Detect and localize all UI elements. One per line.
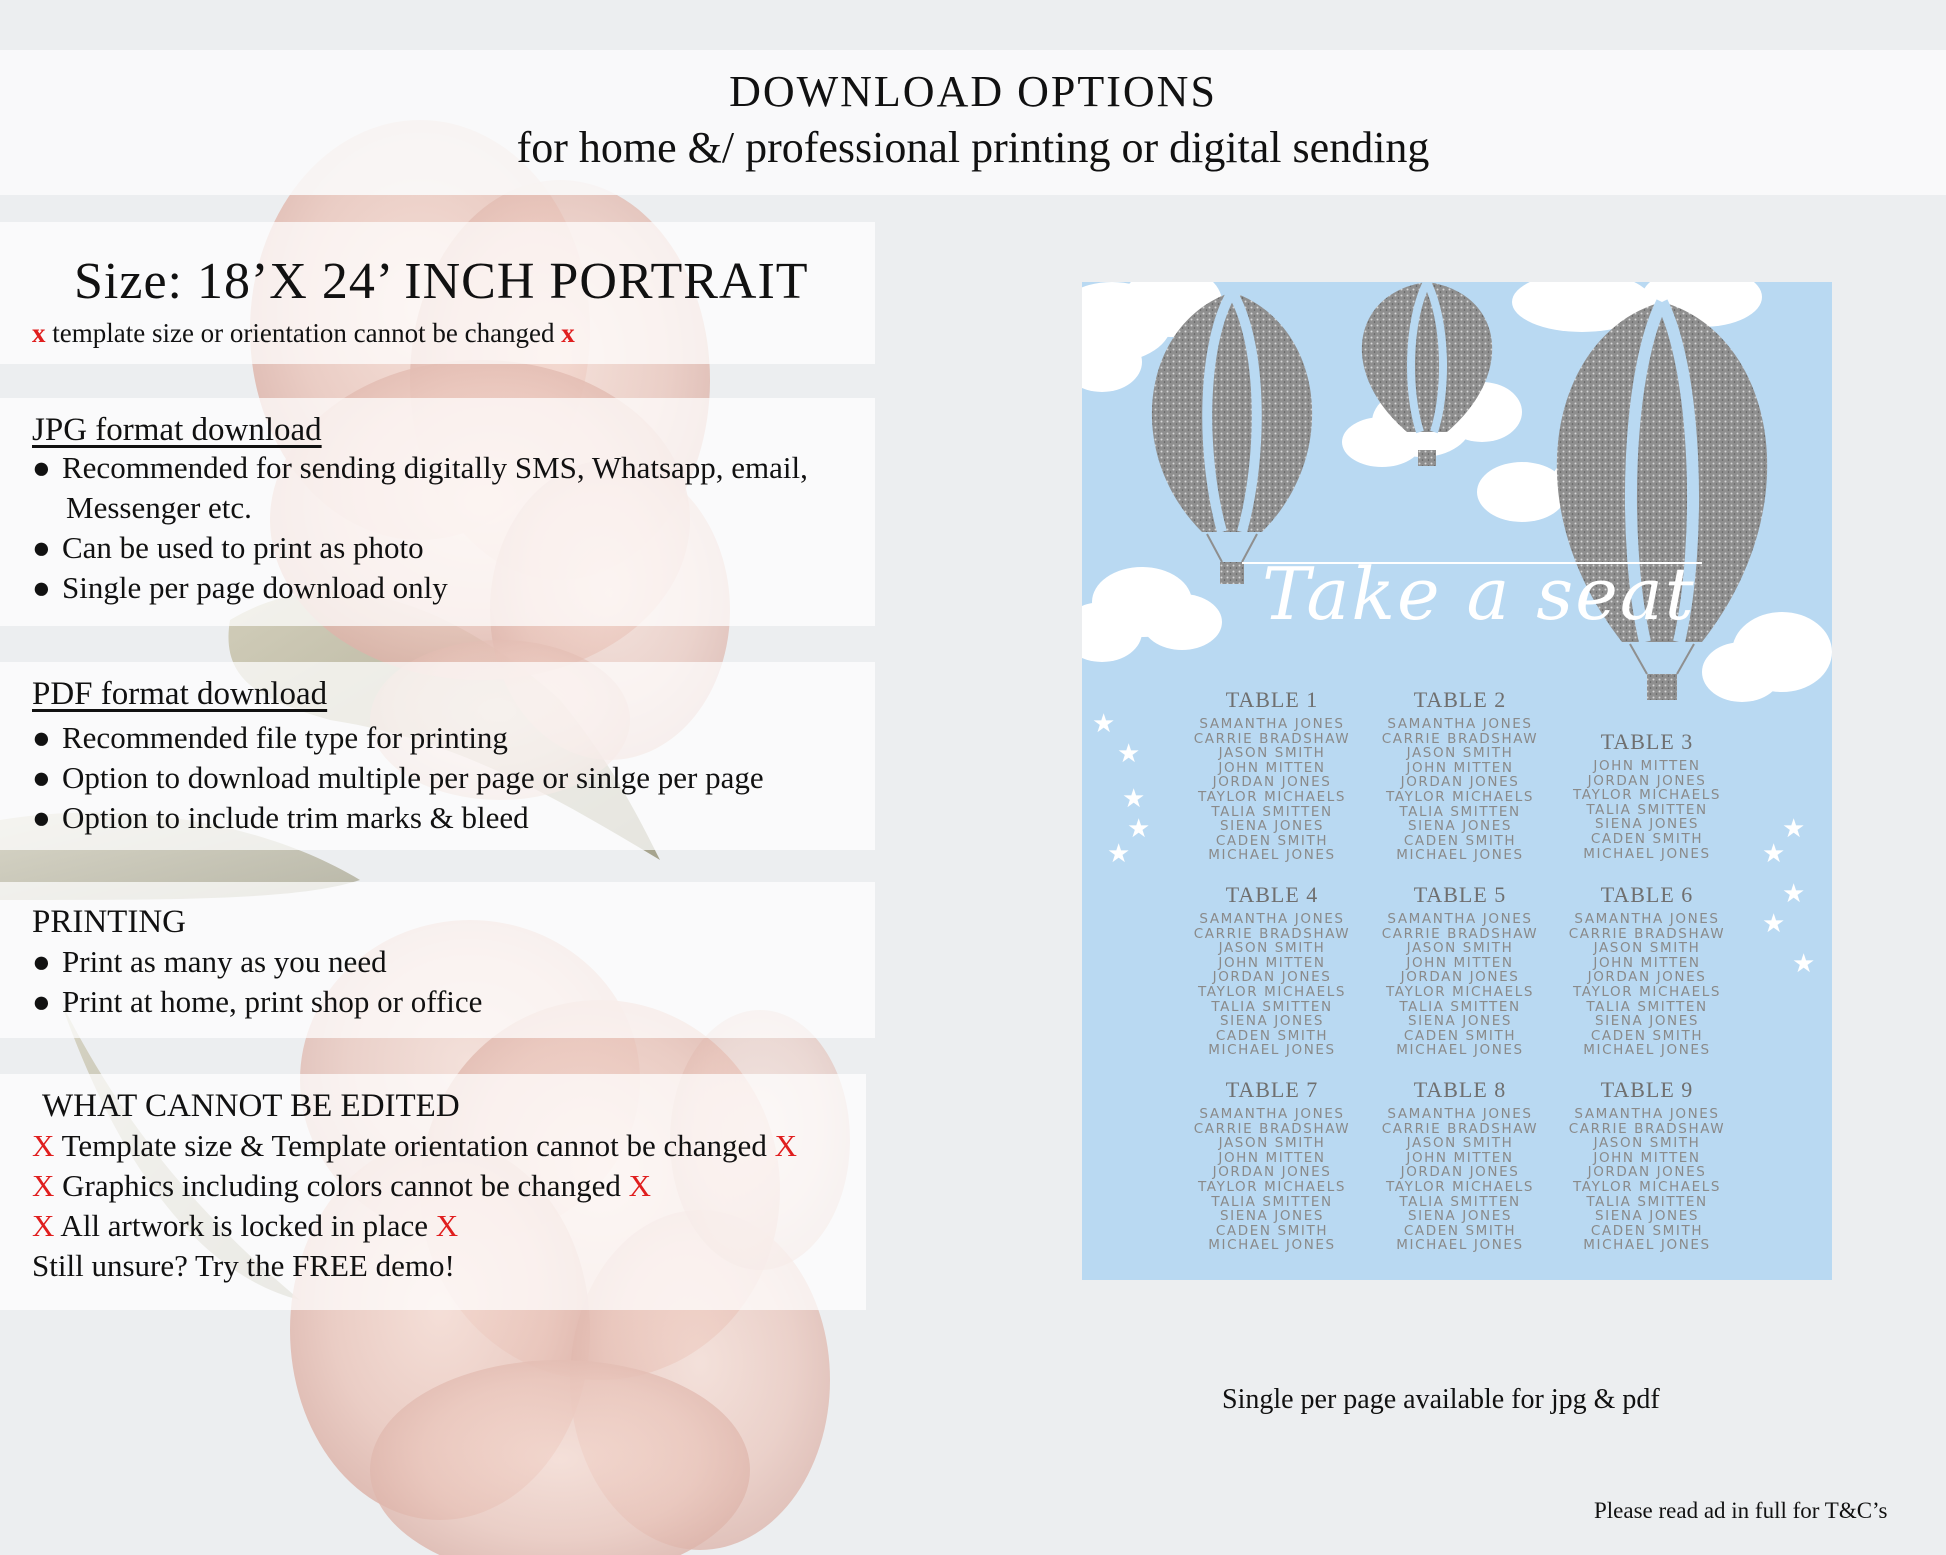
guest-name: CADEN SMITH — [1215, 1027, 1329, 1044]
guest-name: JASON SMITH — [1218, 1135, 1326, 1152]
cannot-edit-panel — [0, 1074, 866, 1310]
list-item: ● Print as many as you need — [32, 944, 387, 979]
list-item-continuation: Messenger etc. — [66, 490, 252, 525]
table-name: TABLE 3 — [1600, 729, 1694, 754]
guest-name: JORDAN JONES — [1400, 969, 1520, 986]
guest-name: TALIA SMITTEN — [1586, 1193, 1708, 1210]
guest-name: SIENA JONES — [1219, 818, 1325, 835]
guest-name: TALIA SMITTEN — [1586, 998, 1708, 1015]
guest-name: JORDAN JONES — [1212, 969, 1332, 986]
guest-name: TAYLOR MICHAELS — [1197, 1178, 1347, 1195]
guest-name: TALIA SMITTEN — [1586, 801, 1708, 818]
size-note — [32, 318, 575, 349]
jpg-panel — [0, 398, 875, 626]
guest-name: CARRIE BRADSHAW — [1381, 730, 1539, 747]
seating-table — [1547, 729, 1747, 861]
pdf-heading: PDF format download — [32, 676, 328, 712]
seating-table — [1547, 882, 1747, 1058]
list-item: ● Option to include trim marks & bleed — [32, 800, 529, 835]
demo-note: Still unsure? Try the FREE demo! — [32, 1248, 455, 1283]
guest-name: CARRIE BRADSHAW — [1193, 730, 1351, 747]
guest-name: JOHN MITTEN — [1406, 1149, 1514, 1166]
seating-table — [1360, 1077, 1560, 1253]
jpg-heading: JPG format download — [32, 412, 322, 448]
guest-name: JOHN MITTEN — [1218, 759, 1326, 776]
guest-name: JASON SMITH — [1593, 940, 1701, 957]
printing-heading: PRINTING — [32, 904, 186, 940]
bullet-icon: ● — [32, 720, 51, 755]
terms-footnote: Please read ad in full for T&C’s — [1594, 1498, 1888, 1523]
seating-table — [1172, 687, 1372, 863]
guest-name: SAMANTHA JONES — [1199, 911, 1345, 927]
page-subtitle: for home &/ professional printing or digital sending — [516, 123, 1430, 172]
guest-name: SIENA JONES — [1407, 818, 1513, 835]
guest-name: JOHN MITTEN — [1218, 954, 1326, 971]
table-name: TABLE 4 — [1225, 882, 1319, 907]
guest-name: SAMANTHA JONES — [1574, 911, 1720, 927]
svg-text:★: ★ — [1782, 814, 1806, 844]
guest-name: JASON SMITH — [1218, 745, 1326, 762]
svg-text:★: ★ — [1782, 879, 1806, 909]
printing-panel — [0, 882, 875, 1038]
guest-name: JORDAN JONES — [1212, 1164, 1332, 1181]
svg-text:★: ★ — [1092, 709, 1116, 739]
bullet-icon: ● — [32, 570, 51, 605]
guest-name: SAMANTHA JONES — [1199, 1106, 1345, 1122]
guest-name: MICHAEL JONES — [1208, 1237, 1336, 1254]
guest-name: TALIA SMITTEN — [1211, 998, 1333, 1015]
hot-air-balloon-icon — [1152, 292, 1312, 584]
guest-name: SAMANTHA JONES — [1199, 716, 1345, 732]
guest-name: CARRIE BRADSHAW — [1381, 925, 1539, 942]
svg-text:★: ★ — [1127, 814, 1151, 844]
guest-name: MICHAEL JONES — [1583, 1237, 1711, 1254]
guest-name: JASON SMITH — [1406, 1135, 1514, 1152]
guest-name: TAYLOR MICHAELS — [1385, 788, 1535, 805]
guest-name: TAYLOR MICHAELS — [1572, 1178, 1722, 1195]
guest-name: SIENA JONES — [1219, 1208, 1325, 1225]
guest-name: JOHN MITTEN — [1593, 1149, 1701, 1166]
svg-text:★: ★ — [1117, 739, 1141, 769]
guest-name: MICHAEL JONES — [1583, 1042, 1711, 1059]
guest-name: TALIA SMITTEN — [1399, 998, 1521, 1015]
list-item: ● Recommended file type for printing — [32, 720, 508, 755]
size-note-text: template size or orientation cannot be changed — [45, 318, 562, 348]
table-name: TABLE 8 — [1413, 1077, 1507, 1102]
list-item: ● Option to download multiple per page or sinlge per page — [32, 760, 764, 795]
guest-name: MICHAEL JONES — [1208, 847, 1336, 864]
list-item: ● Single per page download only — [32, 570, 448, 605]
guest-name: JOHN MITTEN — [1593, 954, 1701, 971]
guest-name: CARRIE BRADSHAW — [1193, 1120, 1351, 1137]
x-mark-icon: x — [32, 318, 46, 348]
guest-name: TAYLOR MICHAELS — [1385, 1178, 1535, 1195]
svg-text:★: ★ — [1762, 839, 1786, 869]
guest-name: CADEN SMITH — [1403, 832, 1517, 849]
table-name: TABLE 2 — [1413, 687, 1507, 712]
guest-name: CADEN SMITH — [1590, 1222, 1704, 1239]
guest-name: JORDAN JONES — [1212, 774, 1332, 791]
guest-name: JASON SMITH — [1218, 940, 1326, 957]
guest-name: JORDAN JONES — [1587, 772, 1707, 789]
x-mark-icon: X — [435, 1208, 459, 1243]
guest-name: JOHN MITTEN — [1406, 954, 1514, 971]
guest-name: JORDAN JONES — [1587, 969, 1707, 986]
list-item: X Graphics including colors cannot be changed X — [32, 1168, 651, 1203]
table-name: TABLE 6 — [1600, 882, 1694, 907]
guest-name: CARRIE BRADSHAW — [1381, 1120, 1539, 1137]
guest-name: MICHAEL JONES — [1583, 845, 1711, 862]
list-item: ● Print at home, print shop or office — [32, 984, 483, 1019]
seating-chart-preview — [1082, 282, 1832, 1280]
guest-name: JASON SMITH — [1406, 745, 1514, 762]
table-name: TABLE 1 — [1225, 687, 1319, 712]
bullet-icon: ● — [32, 760, 51, 795]
seating-table — [1172, 882, 1372, 1058]
guest-name: JOHN MITTEN — [1406, 759, 1514, 776]
guest-name: CADEN SMITH — [1403, 1027, 1517, 1044]
guest-name: TAYLOR MICHAELS — [1197, 983, 1347, 1000]
guest-name: SIENA JONES — [1219, 1013, 1325, 1030]
preview-script-title: Take a seat — [1262, 552, 1696, 636]
table-name: TABLE 7 — [1225, 1077, 1319, 1102]
guest-name: CADEN SMITH — [1590, 830, 1704, 847]
table-name: TABLE 5 — [1413, 882, 1507, 907]
guest-name: JOHN MITTEN — [1593, 758, 1701, 774]
guest-name: CADEN SMITH — [1215, 832, 1329, 849]
svg-text:★: ★ — [1792, 949, 1816, 979]
x-mark-icon: X — [32, 1208, 55, 1243]
svg-text:★: ★ — [1762, 909, 1786, 939]
guest-name: JORDAN JONES — [1400, 774, 1520, 791]
seating-table — [1360, 882, 1560, 1058]
guest-name: MICHAEL JONES — [1208, 1042, 1336, 1059]
guest-name: SIENA JONES — [1407, 1208, 1513, 1225]
guest-name: CARRIE BRADSHAW — [1568, 925, 1726, 942]
header-band — [0, 50, 1946, 195]
x-mark-icon: X — [774, 1128, 797, 1163]
table-name: TABLE 9 — [1600, 1077, 1694, 1102]
guest-name: SIENA JONES — [1594, 1208, 1700, 1225]
guest-name: SAMANTHA JONES — [1574, 1106, 1720, 1122]
guest-name: SAMANTHA JONES — [1387, 716, 1533, 732]
guest-name: SIENA JONES — [1407, 1013, 1513, 1030]
guest-name: TALIA SMITTEN — [1211, 1193, 1333, 1210]
guest-name: SAMANTHA JONES — [1387, 1106, 1533, 1122]
list-item: X Template size & Template orientation cannot be changed X — [32, 1128, 797, 1163]
bullet-icon: ● — [32, 800, 51, 835]
guest-name: TALIA SMITTEN — [1211, 803, 1333, 820]
x-mark-icon: X — [628, 1168, 651, 1203]
bullet-icon: ● — [32, 984, 51, 1019]
guest-name: TAYLOR MICHAELS — [1572, 787, 1722, 804]
guest-name: TALIA SMITTEN — [1399, 1193, 1521, 1210]
pdf-panel — [0, 662, 875, 850]
guest-name: JASON SMITH — [1406, 940, 1514, 957]
guest-name: TAYLOR MICHAELS — [1572, 983, 1722, 1000]
seating-table — [1360, 687, 1560, 863]
guest-name: MICHAEL JONES — [1396, 1237, 1524, 1254]
list-item: ● Can be used to print as photo — [32, 530, 424, 565]
guest-name: JORDAN JONES — [1587, 1164, 1707, 1181]
size-title: Size: 18’X 24’ INCH PORTRAIT — [74, 253, 809, 310]
guest-name: TAYLOR MICHAELS — [1385, 983, 1535, 1000]
guest-name: MICHAEL JONES — [1396, 1042, 1524, 1059]
list-item: ● Recommended for sending digitally SMS, Whatsapp, email, — [32, 450, 808, 485]
page-title: DOWNLOAD OPTIONS — [729, 67, 1217, 116]
guest-name: MICHAEL JONES — [1396, 847, 1524, 864]
guest-name: SIENA JONES — [1594, 1013, 1700, 1030]
guest-name: JORDAN JONES — [1400, 1164, 1520, 1181]
bullet-icon: ● — [32, 944, 51, 979]
guest-name: SIENA JONES — [1594, 816, 1700, 833]
guest-name: SAMANTHA JONES — [1387, 911, 1533, 927]
seating-table — [1547, 1077, 1747, 1253]
guest-name: JOHN MITTEN — [1218, 1149, 1326, 1166]
bullet-icon: ● — [32, 450, 51, 485]
guest-name: JASON SMITH — [1593, 1135, 1701, 1152]
svg-text:★: ★ — [1122, 784, 1146, 814]
guest-name: CADEN SMITH — [1590, 1027, 1704, 1044]
bullet-icon: ● — [32, 530, 51, 565]
guest-name: TAYLOR MICHAELS — [1197, 788, 1347, 805]
seating-table — [1172, 1077, 1372, 1253]
size-panel — [0, 222, 875, 364]
guest-name: CADEN SMITH — [1215, 1222, 1329, 1239]
guest-name: TALIA SMITTEN — [1399, 803, 1521, 820]
x-mark-icon: X — [32, 1168, 55, 1203]
cannot-edit-heading: WHAT CANNOT BE EDITED — [42, 1088, 460, 1124]
preview-caption: Single per page available for jpg & pdf — [1222, 1384, 1660, 1415]
list-item: X All artwork is locked in place X — [32, 1208, 459, 1243]
guest-name: CARRIE BRADSHAW — [1568, 1120, 1726, 1137]
svg-text:★: ★ — [1107, 839, 1131, 869]
guest-name: CARRIE BRADSHAW — [1193, 925, 1351, 942]
x-mark-icon: X — [32, 1128, 55, 1163]
guest-name: CADEN SMITH — [1403, 1222, 1517, 1239]
x-mark-icon: x — [561, 318, 575, 348]
